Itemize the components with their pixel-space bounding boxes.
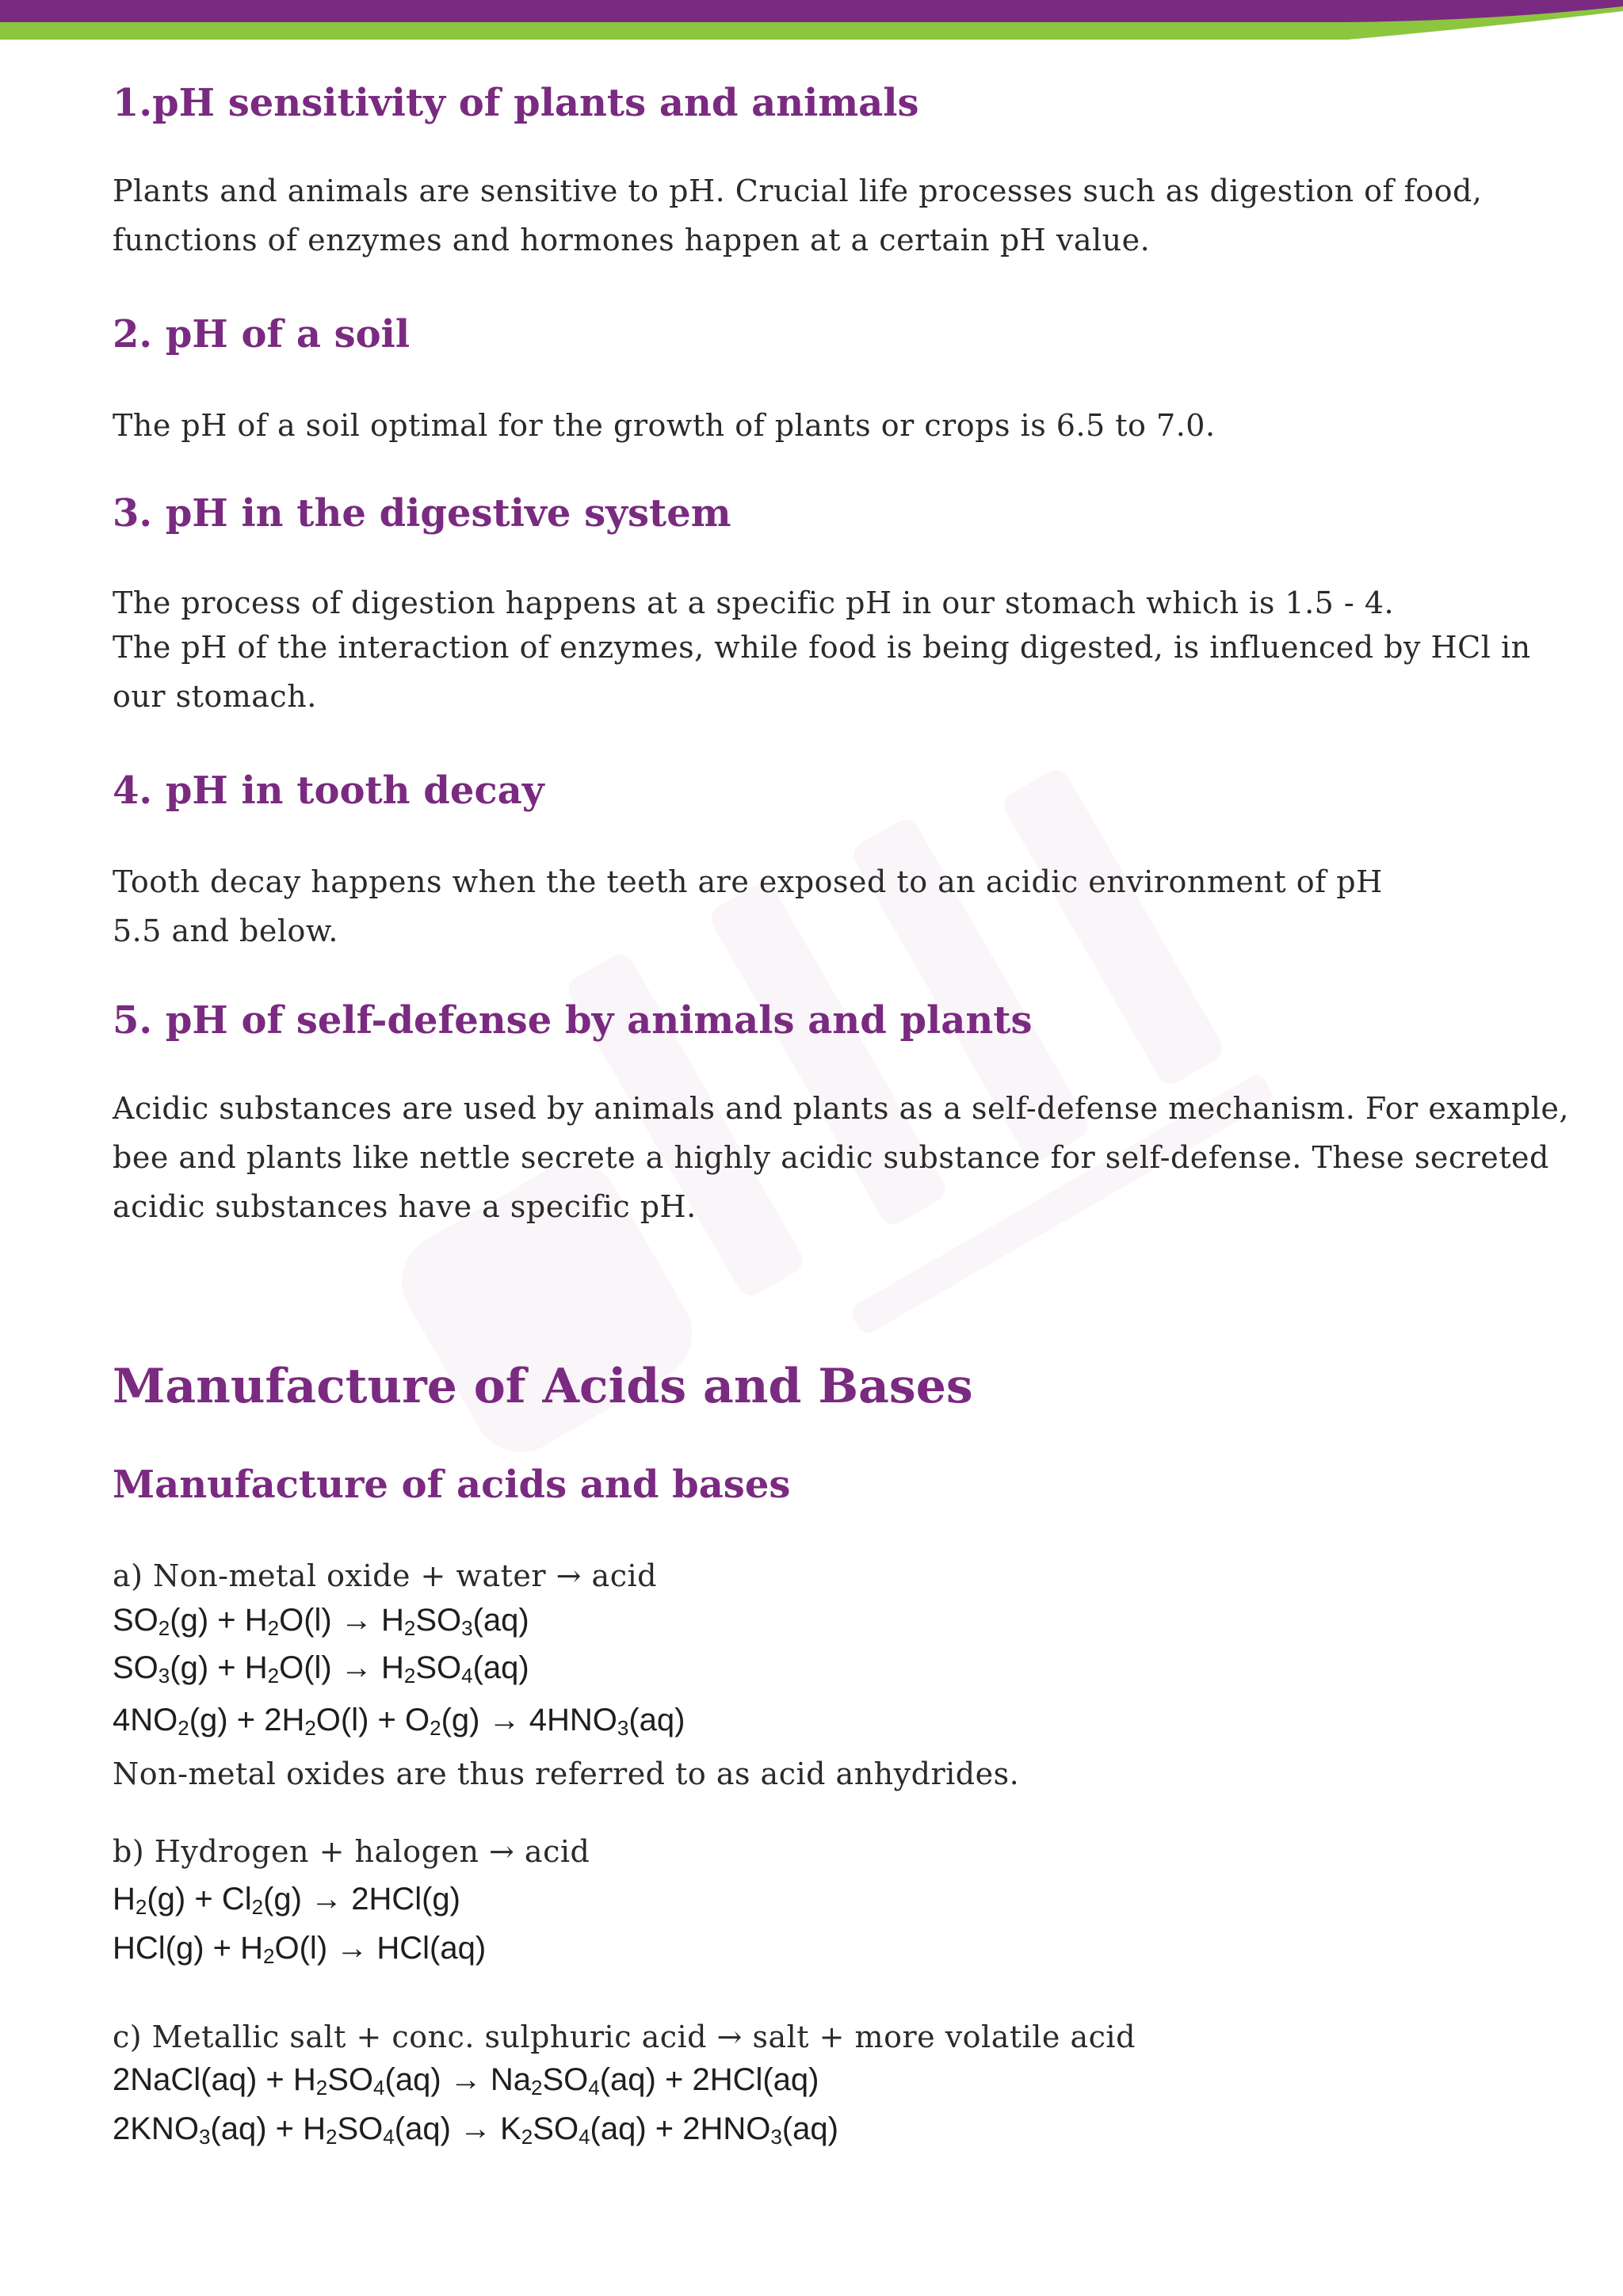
section-4-line-1: Tooth decay happens when the teeth are exposed to an acidic environment of pH	[113, 864, 1383, 899]
subscript: 3	[617, 1716, 629, 1740]
equation: $SO_2(g) + H_2O(l) \to H_2SO_3(aq)$	[113, 1603, 529, 1640]
section-4-heading: 4. pH in tooth decay	[113, 769, 544, 813]
subscript: 2	[267, 1616, 280, 1640]
subscript: 2	[326, 2125, 338, 2149]
subscript: 2	[158, 1616, 170, 1640]
section-5-line-1: Acidic substances are used by animals and plants as a self-defense mechanism. For example,	[113, 1091, 1569, 1126]
subscript: 4	[373, 2076, 385, 2100]
equation: $HCl(g) + H_2O(l) \to HCl(aq)$	[113, 1931, 487, 1968]
subscript: 2	[267, 1664, 280, 1688]
subscript: 4	[588, 2076, 600, 2100]
equation: $2KNO_3(aq) + H_2SO_4(aq) \to K_2SO_4(aq) + 2HNO_3(aq)$	[113, 2111, 838, 2149]
section-2-heading: 2. pH of a soil	[113, 312, 411, 357]
manufacture-title: Manufacture of Acids and Bases	[113, 1359, 973, 1414]
subscript: 3	[198, 2125, 211, 2149]
section-3-line-1: The process of digestion happens at a specific pH in our stomach which is 1.5 - 4.	[113, 585, 1395, 620]
subscript: 2	[315, 2076, 328, 2100]
subscript: 4	[383, 2125, 395, 2149]
subscript: 3	[158, 1664, 170, 1688]
subscript: 2	[251, 1895, 264, 1919]
section-3-heading: 3. pH in the digestive system	[113, 491, 731, 536]
equation: $H_2(g) + Cl_2(g) \to 2HCl(g)$	[113, 1882, 460, 1919]
section-1-heading: 1.pH sensitivity of plants and animals	[113, 81, 919, 125]
manufacture-subtitle: Manufacture of acids and bases	[113, 1463, 791, 1507]
subscript: 2	[304, 1716, 316, 1740]
group-b-label: b) Hydrogen + halogen → acid	[113, 1834, 590, 1869]
subscript: 2	[178, 1716, 189, 1740]
subscript: 2	[135, 1895, 147, 1919]
subscript: 2	[531, 2076, 543, 2100]
section-1-line-2: functions of enzymes and hormones happen at a certain pH value.	[113, 223, 1151, 257]
equation: $4NO_2(g) + 2H_2O(l) + O_2(g) \to 4HNO_3(aq)$	[113, 1703, 685, 1740]
group-a-label: a) Non-metal oxide + water → acid	[113, 1558, 657, 1593]
section-3-line-3: our stomach.	[113, 679, 317, 714]
subscript: 4	[461, 1664, 473, 1688]
group-a-note: Non-metal oxides are thus referred to as acid anhydrides.	[113, 1756, 1020, 1791]
equation: 2NaCl(aq) + $H_2SO_4(aq) \to Na_2SO_4(aq) + 2HCl(aq)$	[113, 2062, 819, 2100]
section-5-line-3: acidic substances have a specific pH.	[113, 1189, 697, 1224]
section-5-line-2: bee and plants like nettle secrete a highly acidic substance for self-defense. These secreted	[113, 1140, 1549, 1175]
top-banner-swoosh	[0, 0, 1623, 48]
section-5-heading: 5. pH of self-defense by animals and plants	[113, 998, 1033, 1043]
group-c-label: c) Metallic salt + conc. sulphuric acid → salt + more volatile acid	[113, 2019, 1136, 2054]
subscript: 2	[521, 2125, 533, 2149]
equation: $SO_3(g) + H_2O(l) \to H_2SO_4(aq)$	[113, 1650, 529, 1688]
section-2-line-1: The pH of a soil optimal for the growth of plants or crops is 6.5 to 7.0.	[113, 408, 1216, 443]
subscript: 3	[461, 1616, 473, 1640]
subscript: 4	[579, 2125, 590, 2149]
section-4-line-2: 5.5 and below.	[113, 913, 338, 948]
section-3-line-2: The pH of the interaction of enzymes, while food is being digested, is influenced by HCl in	[113, 630, 1531, 665]
subscript: 2	[263, 1944, 275, 1968]
section-1-line-1: Plants and animals are sensitive to pH. Crucial life processes such as digestion of food,	[113, 174, 1483, 208]
subscript: 2	[430, 1716, 441, 1740]
subscript: 3	[770, 2125, 782, 2149]
subscript: 2	[403, 1664, 416, 1688]
subscript: 2	[403, 1616, 416, 1640]
